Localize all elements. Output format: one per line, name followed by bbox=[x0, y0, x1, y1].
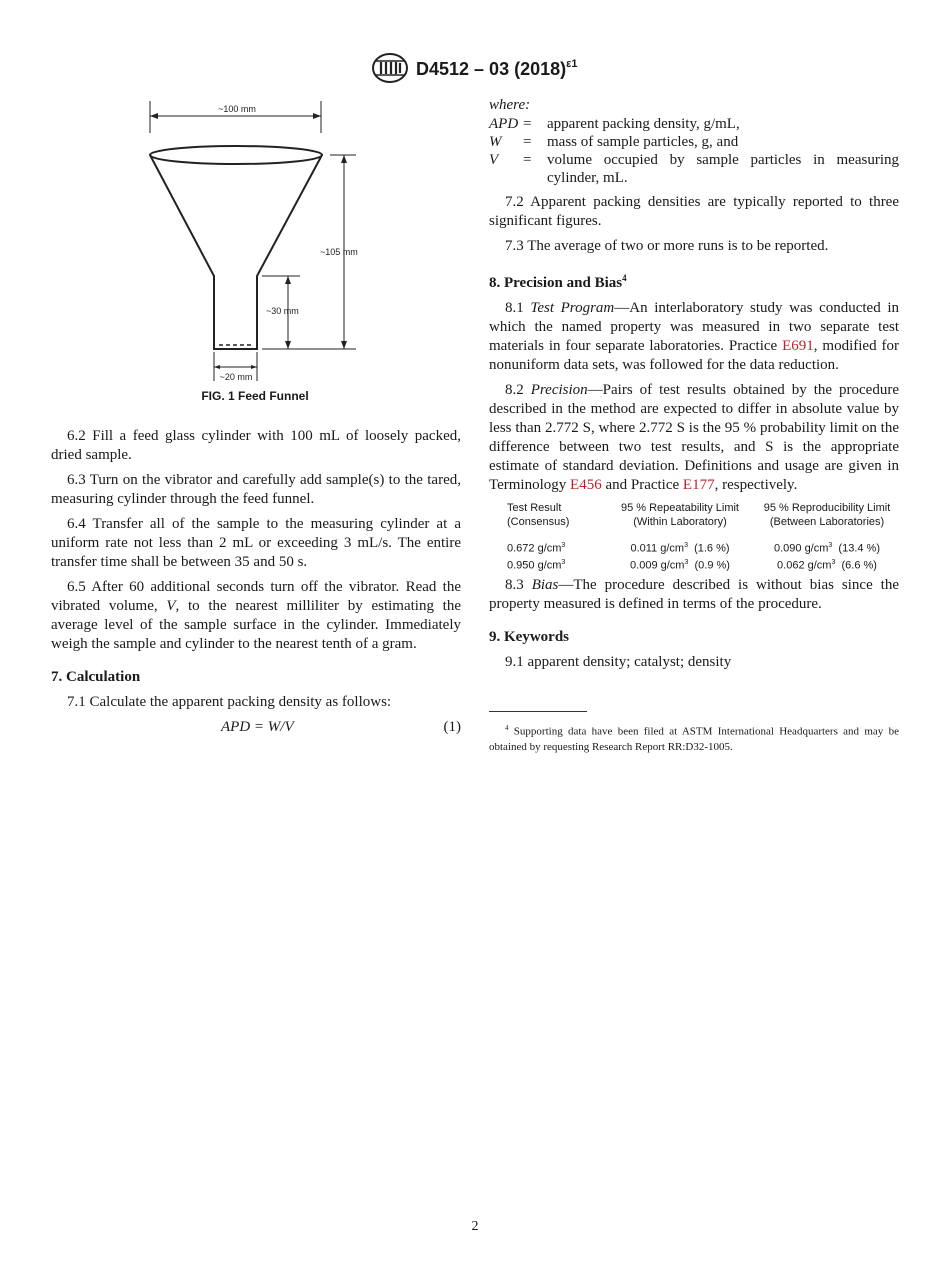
section-7-heading: 7. Calculation bbox=[51, 669, 141, 685]
para-8-1-title: Test Program bbox=[530, 300, 615, 316]
table-header-row bbox=[489, 501, 899, 529]
header-line: 95 % Reproducibility Limit bbox=[763, 502, 891, 514]
equation-expression: APD = W/V bbox=[221, 719, 294, 735]
header-line: (Consensus) bbox=[507, 516, 570, 528]
cell-value: 0.672 g/cm bbox=[507, 542, 562, 555]
para-8-3 bbox=[489, 576, 899, 614]
cell-percent: (6.6 %) bbox=[835, 559, 877, 572]
cell-value: 0.950 g/cm bbox=[507, 559, 562, 572]
figure-caption: FIG. 1 Feed Funnel bbox=[201, 389, 309, 403]
header-line: (Within Laboratory) bbox=[633, 516, 727, 528]
dim-height: ~105 mm bbox=[320, 247, 358, 257]
equation-1 bbox=[51, 718, 461, 738]
definition-description: volume occupied by sample particles in measuring cylinder, mL. bbox=[547, 152, 899, 186]
cell bbox=[489, 539, 605, 556]
definition-row bbox=[489, 133, 899, 151]
definition-row bbox=[489, 115, 899, 133]
cell bbox=[605, 539, 755, 556]
para-8-1-text-a: —An interlaboratory study was conducted in which the named property was measured in two separate test materials in four separate laboratories. Practice bbox=[489, 300, 900, 354]
cell-value: 0.011 g/cm bbox=[630, 542, 685, 555]
unit-exponent: 3 bbox=[684, 558, 689, 566]
unit-exponent: 3 bbox=[561, 558, 566, 566]
link-e456[interactable]: E456 bbox=[570, 477, 602, 493]
section-9-heading: 9. Keywords bbox=[489, 629, 569, 646]
definition-equals: = bbox=[523, 116, 532, 132]
footnote-mark: 4 bbox=[505, 724, 509, 732]
definition-symbol: W bbox=[489, 134, 502, 150]
unit-exponent: 3 bbox=[828, 542, 833, 549]
para-6-2: 6.2 Fill a feed glass cylinder with 100 mL of loosely packed, dried sample. bbox=[51, 428, 461, 463]
unit-exponent: 3 bbox=[831, 558, 836, 566]
para-8-2-number: 8.2 bbox=[505, 382, 531, 398]
footnote-divider bbox=[489, 711, 587, 712]
equation-number: (1) bbox=[443, 719, 461, 735]
section-8-title: 8. Precision and Bias bbox=[489, 275, 623, 291]
cell bbox=[755, 556, 899, 573]
right-column bbox=[489, 96, 899, 678]
para-6-5-text-b: , to the nearest milliliter by estimating the average level of the sample surface in the cylinder. Immediately weigh the sample and cylinder to the nearest tenth of a gram. bbox=[51, 598, 461, 652]
header-line: Test Result bbox=[507, 502, 562, 514]
table-row bbox=[489, 539, 899, 556]
header-reproducibility bbox=[755, 501, 899, 529]
cell bbox=[489, 556, 605, 573]
definition-symbol: V bbox=[489, 152, 499, 168]
definition-equals: = bbox=[523, 134, 532, 150]
header-line: 95 % Repeatability Limit bbox=[620, 502, 739, 514]
para-6-4: 6.4 Transfer all of the sample to the measuring cylinder at a uniform rate not less than 2 mL or exceeding 3 mL/s. The entire transfer time shall be between 35 and 50 s. bbox=[51, 516, 461, 570]
para-8-2-title: Precision bbox=[530, 382, 588, 398]
para-6-3: 6.3 Turn on the vibrator and carefully add sample(s) to the tared, measuring cylinder through the feed funnel. bbox=[51, 472, 461, 507]
para-6-5-var: V bbox=[166, 598, 176, 614]
link-e177[interactable]: E177 bbox=[682, 477, 715, 493]
header-test-result bbox=[489, 501, 605, 529]
page-number: 2 bbox=[471, 1219, 479, 1234]
section-8-heading bbox=[489, 269, 899, 293]
definition-description: mass of sample particles, g, and bbox=[547, 134, 739, 150]
cell bbox=[605, 556, 755, 573]
para-7-3: 7.3 The average of two or more runs is to be reported. bbox=[505, 238, 829, 254]
para-8-2-text-c: , respectively. bbox=[714, 477, 798, 493]
cell-percent: (13.4 %) bbox=[832, 542, 880, 555]
header-line: (Between Laboratories) bbox=[769, 516, 885, 528]
unit-exponent: 3 bbox=[561, 542, 566, 549]
dim-bottom-width: ~20 mm bbox=[219, 372, 253, 382]
para-9-1: 9.1 apparent density; catalyst; density bbox=[505, 654, 732, 671]
dim-top-width: ~100 mm bbox=[218, 104, 256, 114]
para-8-1 bbox=[489, 299, 899, 375]
definition-equals: = bbox=[523, 152, 532, 168]
footnote-text: Supporting data have been filed at ASTM International Headquarters and may be obtained by requesting Research Report RR:D32-1005. bbox=[489, 725, 899, 753]
para-8-1-number: 8.1 bbox=[505, 300, 531, 316]
cell-percent: (1.6 %) bbox=[687, 542, 730, 555]
para-7-2: 7.2 Apparent packing densities are typically reported to three significant figures. bbox=[489, 194, 899, 229]
para-8-3-text: —The procedure described is without bias since the property measured is defined in terms of the procedure. bbox=[489, 577, 900, 613]
definition-description: apparent packing density, g/mL, bbox=[547, 116, 740, 132]
para-8-3-number: 8.3 bbox=[505, 577, 532, 594]
definition-row bbox=[489, 151, 899, 187]
link-e691[interactable]: E691 bbox=[782, 338, 814, 354]
unit-exponent: 3 bbox=[684, 542, 688, 549]
feed-funnel-figure bbox=[140, 96, 370, 386]
dim-stem: ~30 mm bbox=[266, 306, 299, 316]
table-row bbox=[489, 556, 899, 573]
para-6-5 bbox=[51, 578, 461, 654]
header-repeatability bbox=[605, 501, 755, 529]
cell-percent: (0.9 %) bbox=[688, 559, 730, 572]
precision-table bbox=[489, 501, 899, 572]
designation-code: D4512 – 03 (2018) bbox=[416, 59, 567, 79]
variable-definitions bbox=[489, 115, 899, 187]
cell-value: 0.009 g/cm bbox=[630, 559, 685, 572]
para-8-3-title: Bias bbox=[531, 577, 559, 594]
standard-designation bbox=[416, 58, 577, 80]
designation-superscript: ε1 bbox=[566, 58, 578, 70]
cell-value: 0.062 g/cm bbox=[777, 559, 832, 572]
para-8-2-text-a: —Pairs of test results obtained by the procedure described in the method are expected to differ in absolute value by less than 2.772 S, where 2.772 S is the 95 % probability limit on the difference between two test results, and S is the appropriate estimate of standard deviation. Definitions and usage are given in Terminology bbox=[489, 382, 899, 493]
para-8-2-text-b: and Practice bbox=[601, 477, 683, 493]
document-header bbox=[370, 52, 610, 86]
where-label: where: bbox=[489, 97, 531, 113]
para-6-5-text-a: 6.5 After 60 additional seconds turn off the vibrator. Read the vibrated volume, bbox=[51, 579, 461, 614]
footnote bbox=[489, 721, 899, 755]
para-7-1: 7.1 Calculate the apparent packing density as follows: bbox=[67, 694, 392, 710]
para-8-1-text-b: , modified for nonuniform data sets, was followed for the data reduction. bbox=[489, 338, 899, 373]
cell bbox=[755, 539, 899, 556]
cell-value: 0.090 g/cm bbox=[773, 542, 829, 555]
para-8-2 bbox=[489, 381, 899, 495]
astm-logo-icon bbox=[370, 52, 410, 84]
footnote-ref[interactable]: 4 bbox=[622, 273, 627, 283]
definition-symbol: APD bbox=[489, 116, 519, 132]
left-column bbox=[51, 427, 461, 738]
